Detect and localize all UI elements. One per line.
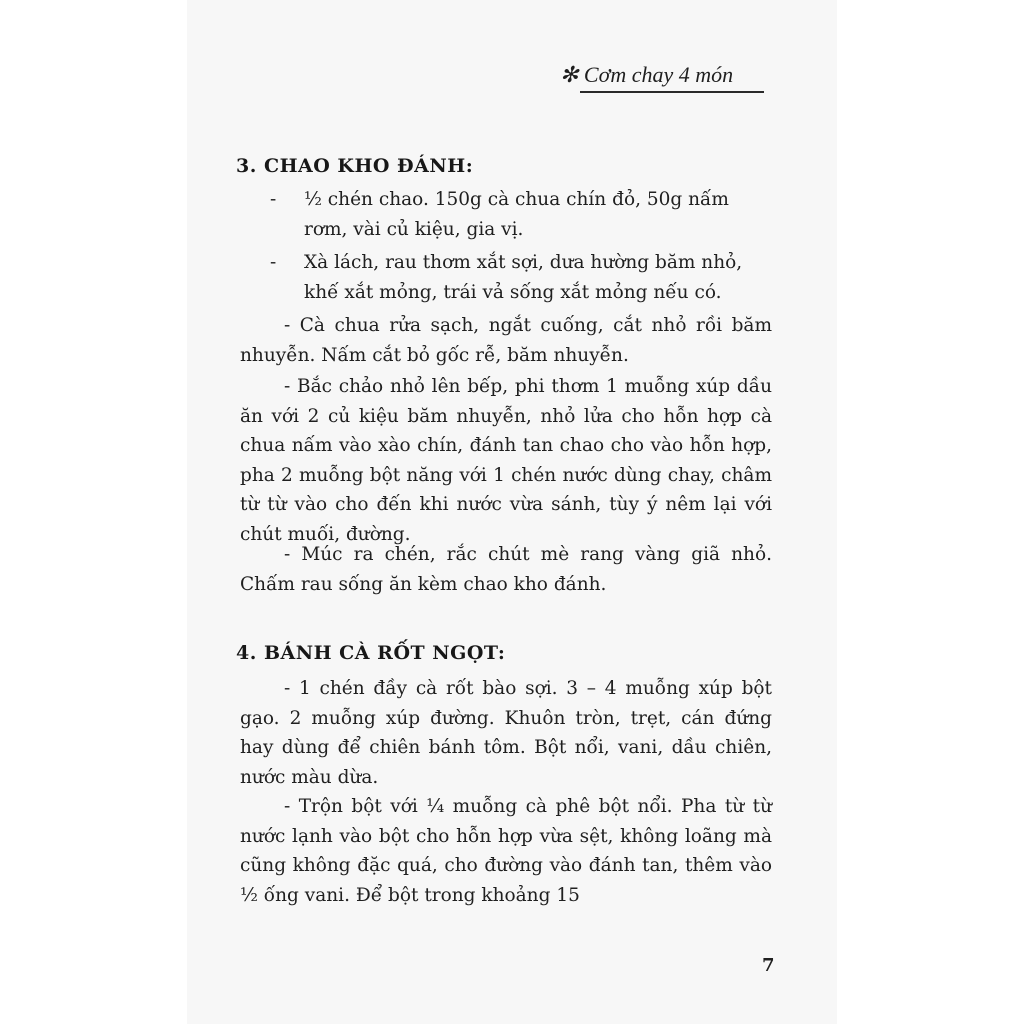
step-paragraph: - 1 chén đầy cà rốt bào sợi. 3 – 4 muỗng xúp bột gạo. 2 muỗng xúp đường. Khuôn tròn, trẹt, cán đứng hay dùng để chiên bánh tôm. Bột nổi, vani, dầu chiên, nước màu dừa. [240, 678, 772, 788]
section-heading-banh-ca-rot-ngot: 4. BÁNH CÀ RỐT NGỌT: [236, 642, 506, 664]
page-number: 7 [762, 955, 775, 976]
step-paragraph: - Trộn bột với ¼ muỗng cà phê bột nổi. Pha từ từ nước lạnh vào bột cho hỗn hợp vừa sệt, không loãng mà cũng không đặc quá, cho đường vào đánh tan, thêm vào ½ ống vani. Để bột trong khoảng 15 [240, 796, 772, 906]
ingredient-item: ½ chén chao. 150g cà chua chín đỏ, 50g nấm rơm, vài củ kiệu, gia vị. [304, 189, 729, 240]
step-paragraph: - Múc ra chén, rắc chút mè rang vàng giã nhỏ. Chấm rau sống ăn kèm chao kho đánh. [240, 544, 772, 595]
step-paragraph: - Cà chua rửa sạch, ngắt cuống, cắt nhỏ rồi băm nhuyễn. Nấm cắt bỏ gốc rễ, băm nhuyễn. [240, 315, 772, 366]
step-paragraph: - Bắc chảo nhỏ lên bếp, phi thơm 1 muỗng xúp dầu ăn với 2 củ kiệu băm nhuyễn, nhỏ lửa cho hỗn hợp cà chua nấm vào xào chín, đánh tan chao cho vào hỗn hợp, pha 2 muỗng bột năng với 1 chén nước dùng chay, châm từ từ vào cho đến khi nước vừa sánh, tùy ý nêm lại với chút muối, đường. [240, 376, 772, 545]
ingredient-dash: - [270, 252, 277, 273]
ingredient-dash: - [270, 189, 277, 210]
header-rule [580, 91, 764, 93]
running-header: ✻ Cơm chay 4 món [560, 62, 734, 87]
section-heading-chao-kho-danh: 3. CHAO KHO ĐÁNH: [236, 155, 474, 177]
ingredient-item: Xà lách, rau thơm xắt sợi, dưa hường băm nhỏ, khế xắt mỏng, trái vả sống xắt mỏng nếu có. [304, 252, 743, 303]
